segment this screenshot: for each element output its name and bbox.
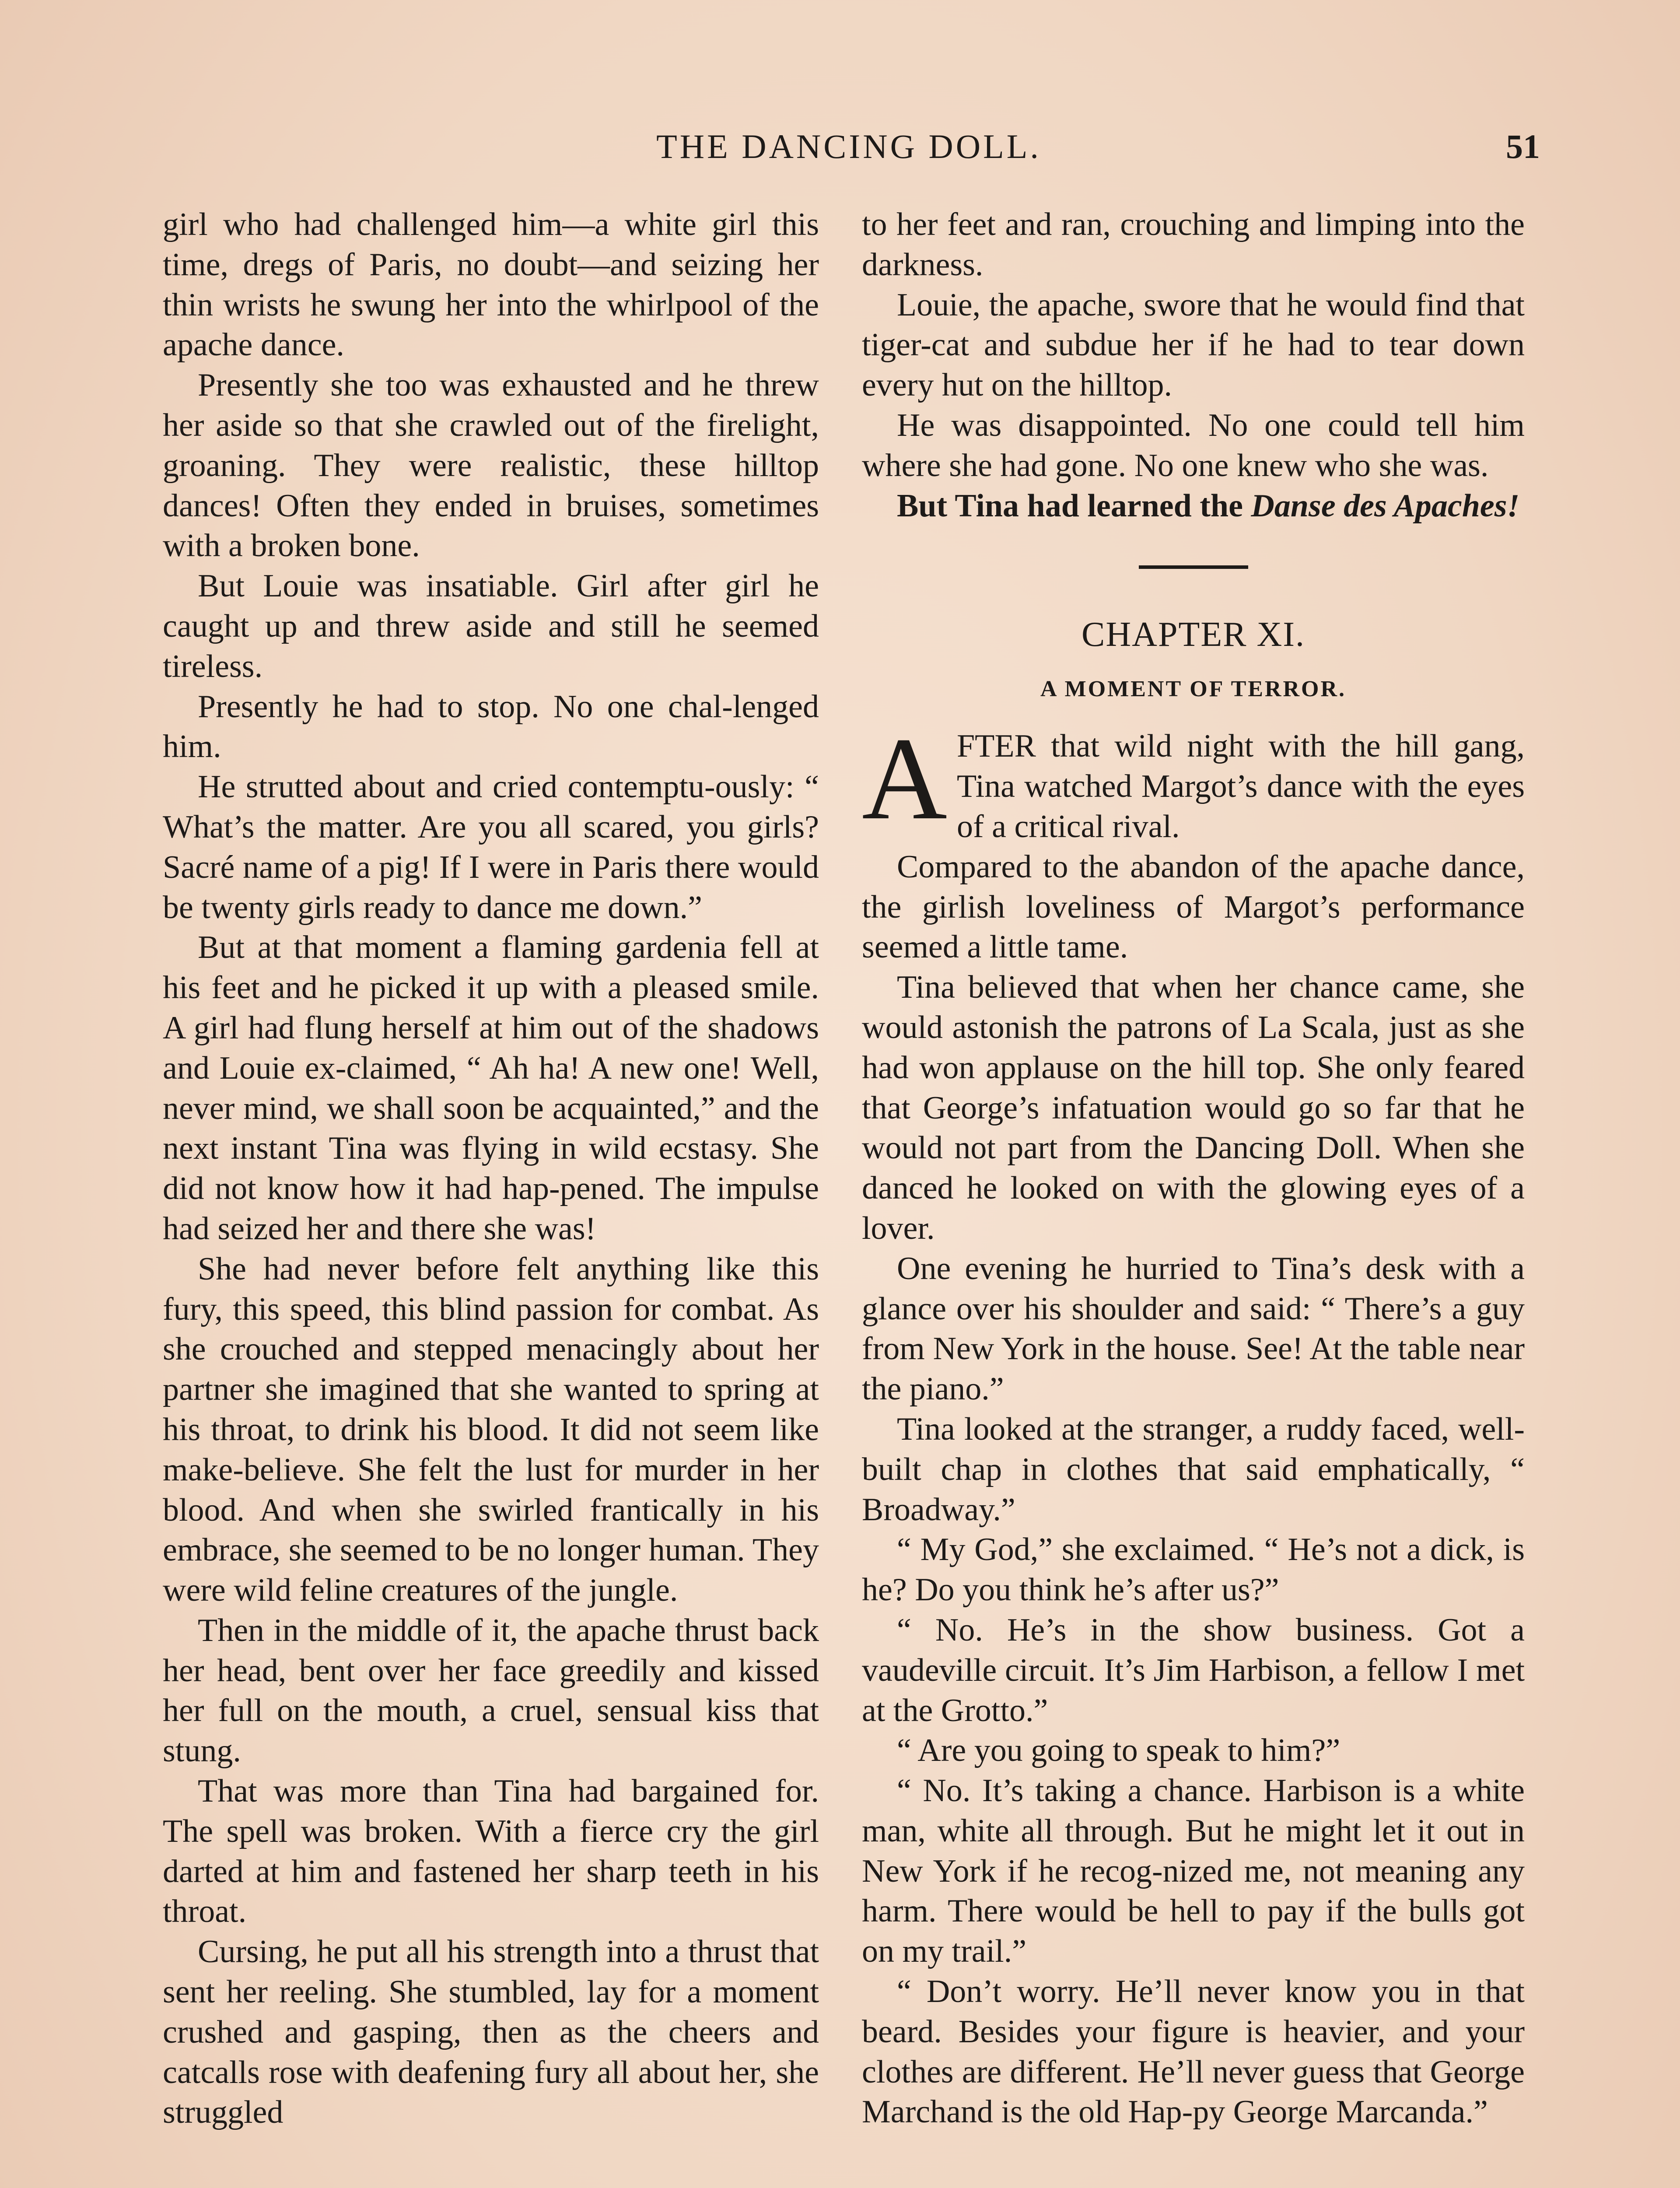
paragraph-chapter-end <box>862 486 1525 526</box>
chapter-title: CHAPTER XI. <box>1082 615 1305 654</box>
paragraph: He strutted about and cried contemptu-ously: “ What’s the matter. Are you all scared, you girls? Sacré name of a pig! If I were in Paris there would be twenty girls ready to dance me down.” <box>163 769 819 926</box>
paragraph: Tina looked at the stranger, a ruddy faced, well-built chap in clothes that said emphatically, “ Broadway.” <box>862 1411 1525 1528</box>
opening-paragraph-text: FTER that wild night with the hill gang, Tina watched Margot’s dance with the eyes of a critical rival. <box>957 728 1525 845</box>
paragraph: But Louie was insatiable. Girl after girl he caught up and threw aside and still he seemed tireless. <box>163 568 819 684</box>
paragraph: One evening he hurried to Tina’s desk with a glance over his shoulder and said: “ There’s a guy from New York in the house. See! At the table near the piano.” <box>862 1250 1525 1407</box>
paragraph: That was more than Tina had bargained for. The spell was broken. With a fierce cry the girl darted at him and fastened her sharp teeth in his throat. <box>163 1773 819 1930</box>
page-number: 51 <box>1506 127 1540 165</box>
paragraph: Presently he had to stop. No one chal-lenged him. <box>163 688 819 765</box>
paragraph: Louie, the apache, swore that he would find that tiger-cat and subdue her if he had to tear down every hut on the hilltop. <box>862 287 1525 403</box>
running-title: THE DANCING DOLL. <box>656 127 1041 165</box>
paragraph: She had never before felt anything like this fury, this speed, this blind passion for combat. As she crouched and stepped menacingly about her partner she imagined that she wanted to spring at his throat, to drink his blood. It did not seem like make-believe. She felt the lust for murder in her blood. And when she swirled frantically in his embrace, she seemed to be no longer human. They were wild feline creatures of the jungle. <box>163 1251 819 1609</box>
paragraph: girl who had challenged him—a white girl this time, dregs of Paris, no doubt—and seizing her thin wrists he swung her into the whirlpool of the apache dance. <box>163 207 819 363</box>
paragraph: Cursing, he put all his strength into a thrust that sent her reeling. She stumbled, lay for a moment crushed and gasping, then as the cheers and catcalls rose with deafening fury all about her, she struggled <box>163 1934 819 2131</box>
paragraph: Compared to the abandon of the apache dance, the girlish loveliness of Margot’s performance seemed a little tame. <box>862 849 1525 965</box>
paragraph: “ My God,” she exclaimed. “ He’s not a dick, is he? Do you think he’s after us?” <box>862 1532 1525 1608</box>
left-column <box>163 205 819 2133</box>
chapter-end-italic: Danse des Apaches! <box>1251 487 1520 524</box>
paragraph: “ No. It’s taking a chance. Harbison is a white man, white all through. But he might let it out in New York if he recog-nized me, not meaning any harm. There would be hell to pay if the bulls got on my trail.” <box>862 1773 1525 1970</box>
paragraph: Tina believed that when her chance came, she would astonish the patrons of La Scala, just as she had won applause on the hill top. She only feared that George’s infatuation would go so far that he would not part from the Dancing Doll. When she danced he looked on with the glowing eyes of a lover. <box>862 969 1525 1246</box>
running-header <box>158 127 1540 175</box>
paragraph: to her feet and ran, crouching and limping into the darkness. <box>862 207 1525 283</box>
chapter-end-text: But Tina had learned the <box>897 487 1251 524</box>
opening-paragraph <box>862 713 1525 847</box>
paragraph: “ No. He’s in the show business. Got a vaudeville circuit. It’s Jim Harbison, a fellow I met at the Grotto.” <box>862 1612 1525 1729</box>
paragraph: “ Don’t worry. He’ll never know you in that beard. Besides your figure is heavier, and your clothes are different. He’ll never guess that George Marchand is the old Hap-py George Marcanda.” <box>862 1974 1525 2130</box>
paragraph: He was disappointed. No one could tell him where she had gone. No one knew who she was. <box>862 407 1525 484</box>
paragraph: Then in the middle of it, the apache thrust back her head, bent over her face greedily and kissed her full on the mouth, a cruel, sensual kiss that stung. <box>163 1612 819 1769</box>
paragraph: “ Are you going to speak to him?” <box>897 1732 1340 1769</box>
paragraph: But at that moment a flaming gardenia fell at his feet and he picked it up with a pleased smile. A girl had flung herself at him out of the shadows and Louie ex-claimed, “ Ah ha! A new one! Well, never mind, we shall soon be acquainted,” and the next instant Tina was flying in wild ecstasy. She did not know how it had hap-pened. The impulse had seized her and there she was! <box>163 929 819 1247</box>
paragraph: Presently she too was exhausted and he threw her aside so that she crawled out of the firelight, groaning. They were realistic, these hilltop dances! Often they ended in bruises, sometimes with a broken bone. <box>163 367 819 564</box>
section-divider <box>1139 565 1248 569</box>
right-column <box>862 205 1525 2132</box>
chapter-subtitle: A MOMENT OF TERROR. <box>1040 677 1347 702</box>
drop-cap: A <box>862 713 947 845</box>
